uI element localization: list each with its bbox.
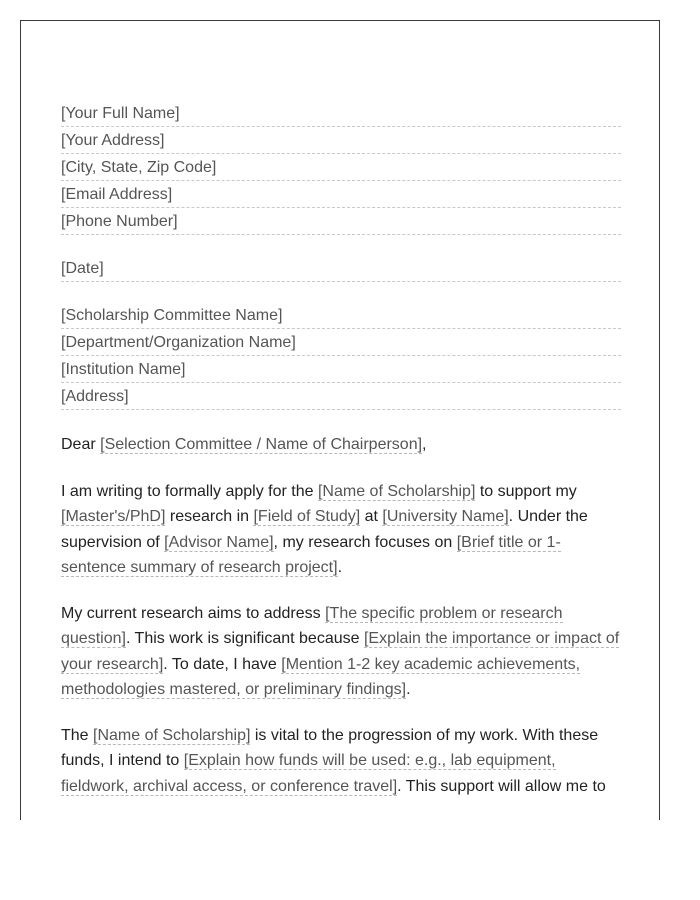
p2-text-3: . To date, I have [163,655,282,673]
p3-funds-use-field[interactable]: [Explain how funds will be used: e.g., lab equipment, fieldwork, archival access, or conference travel] [61,752,556,795]
p1-advisor-field[interactable]: [Advisor Name] [164,533,274,551]
p1-field-of-study-field[interactable]: [Field of Study] [253,508,361,525]
p2-achievements-field[interactable]: [Mention 1-2 key academic achievements, methodologies mastered, or preliminary findings] [61,655,581,698]
p2-text-1: My current research aims to address [61,604,326,622]
sender-phone-field[interactable]: [Phone Number] [61,211,621,235]
recipient-block [61,305,621,410]
recipient-department-field[interactable]: [Department/Organization Name] [61,332,621,356]
sender-email-field[interactable]: [Email Address] [61,184,621,208]
salutation-suffix: , [422,436,427,453]
p1-university-field[interactable]: [University Name] [382,508,509,525]
paragraph-3 [61,723,621,800]
p1-text-5: . Under the supervision of [61,508,588,551]
p3-text-2: is vital to the progression of my work. With these funds, I intend to [61,726,599,769]
p2-problem-field[interactable]: [The specific problem or research question] [61,604,563,647]
p1-text-7: . [337,559,343,576]
p2-importance-field[interactable]: [Explain the importance or impact of your research] [61,630,620,673]
paragraph-2 [61,601,621,703]
salutation [61,432,621,458]
p1-text-6: , my research focuses on [273,533,457,551]
salutation-prefix: Dear [61,436,101,453]
p1-degree-field[interactable]: [Master's/PhD] [61,508,166,525]
recipient-committee-field[interactable]: [Scholarship Committee Name] [61,305,621,329]
letter-content [61,103,621,799]
p1-summary-field[interactable]: [Brief title or 1-sentence summary of research project] [61,533,561,576]
paragraph-1 [61,479,621,581]
p3-text-1: The [61,726,94,744]
p3-scholarship-field[interactable]: [Name of Scholarship] [93,726,251,744]
sender-block [61,103,621,235]
sender-name-field[interactable]: [Your Full Name] [61,103,621,127]
p2-text-2: . This work is significant because [125,630,364,647]
letter-page [20,20,660,820]
sender-city-field[interactable]: [City, State, Zip Code] [61,157,621,181]
sender-address-field[interactable]: [Your Address] [61,130,621,154]
p3-text-3: . This support will allow me to [397,777,606,795]
date-field[interactable]: [Date] [61,258,621,282]
spacer [61,238,621,258]
spacer [61,285,621,305]
recipient-address-field[interactable]: [Address] [61,386,621,410]
p2-text-4: . [406,681,411,698]
p1-text-1: I am writing to formally apply for the [61,482,318,500]
p1-scholarship-field[interactable]: [Name of Scholarship] [317,482,476,500]
salutation-name-field[interactable]: [Selection Committee / Name of Chairperson] [100,436,423,453]
p1-text-3: research in [165,508,254,525]
p1-text-4: at [360,508,383,525]
spacer [61,703,621,723]
spacer [61,581,621,601]
p1-text-2: to support my [475,482,577,500]
recipient-institution-field[interactable]: [Institution Name] [61,359,621,383]
